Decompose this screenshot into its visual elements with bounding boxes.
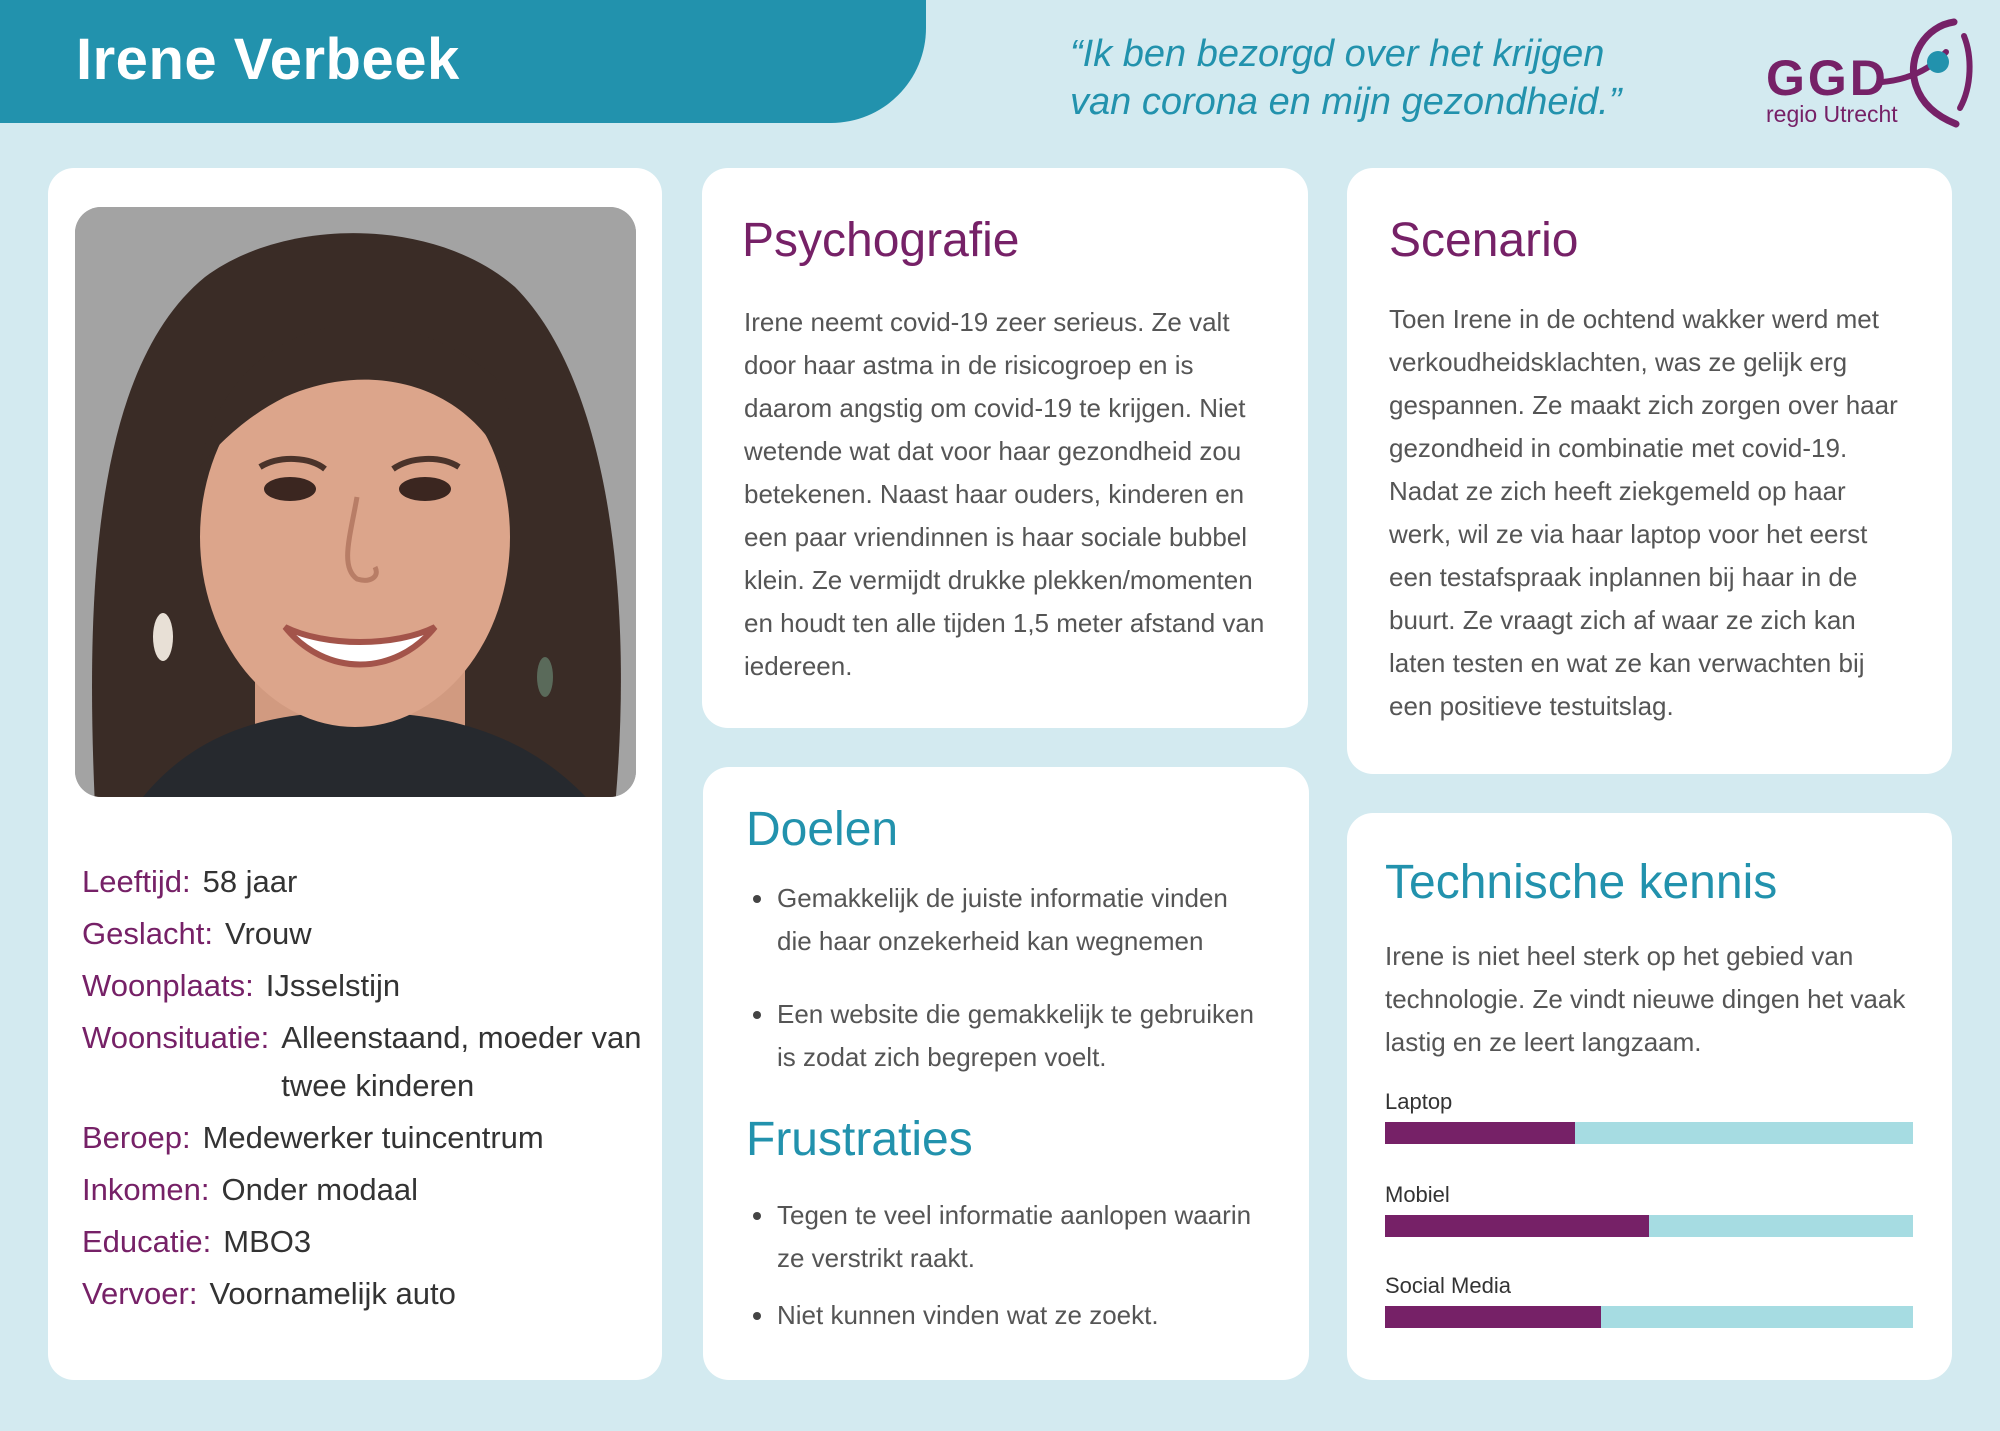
profile-card xyxy=(48,168,662,1380)
logo-title: GGD xyxy=(1766,50,1889,106)
list-item: Gemakkelijk de juiste informatie vinden die haar onzekerheid kan wegnemen xyxy=(749,877,1269,963)
skill-bar-track xyxy=(1385,1306,1913,1328)
fact-value: Onder modaal xyxy=(221,1172,418,1207)
persona-photo xyxy=(75,207,636,797)
fact-geslacht xyxy=(82,910,652,958)
fact-value: 58 jaar xyxy=(202,864,298,899)
technische-kennis-title: Technische kennis xyxy=(1385,856,1778,909)
doelen-frustraties-card xyxy=(703,767,1309,1380)
doelen-list xyxy=(749,877,1269,1109)
fact-leeftijd xyxy=(82,858,652,906)
psychografie-text: Irene neemt covid-19 zeer serieus. Ze valt door haar astma in de risicogroep en is daarom angstig om covid-19 te krijgen. Niet wetende wat dat voor haar gezondheid zou betekenen. Naast haar ouders, kinderen en een paar vriendinnen is haar sociale bubbel klein. Ze vermijdt drukke plekken/momenten en houdt ten alle tijden 1,5 meter afstand van iedereen. xyxy=(744,307,1265,681)
logo-swoosh-icon xyxy=(1876,16,1976,128)
technische-kennis-text: Irene is niet heel sterk op het gebied van technologie. Ze vindt nieuwe dingen het vaak lastig en ze leert langzaam. xyxy=(1385,941,1906,1057)
list-item: Een website die gemakkelijk te gebruiken is zodat zich begrepen voelt. xyxy=(749,993,1269,1079)
fact-label: Woonsituatie: xyxy=(82,1020,270,1055)
fact-vervoer xyxy=(82,1270,652,1318)
psychografie-title: Psychografie xyxy=(742,214,1020,267)
skill-bar-fill xyxy=(1385,1306,1601,1328)
fact-value: Voornamelijk auto xyxy=(209,1276,456,1311)
fact-label: Beroep: xyxy=(82,1120,191,1155)
skill-bar-track xyxy=(1385,1215,1913,1237)
skill-label: Mobiel xyxy=(1385,1182,1450,1207)
skill-label: Laptop xyxy=(1385,1089,1453,1114)
fact-inkomen xyxy=(82,1166,652,1214)
scenario-text: Toen Irene in de ochtend wakker werd met verkoudheidsklachten, was ze gelijk erg gespannen. Ze maakt zich zorgen over haar gezondheid in combinatie met covid-19. Nadat ze zich heeft ziekgemeld op haar werk, wil ze via haar laptop voor het eerst een testafspraak inplannen bij haar in de buurt. Ze vraagt zich af waar ze zich kan laten testen en wat ze kan verwachten bij een positieve testuitslag. xyxy=(1389,304,1898,721)
fact-value: Medewerker tuincentrum xyxy=(202,1120,544,1155)
psychografie-card xyxy=(702,168,1308,728)
skill-bar-track xyxy=(1385,1122,1913,1144)
skill-laptop xyxy=(1385,1088,1913,1144)
fact-educatie xyxy=(82,1218,652,1266)
fact-value: MBO3 xyxy=(223,1224,312,1259)
skill-bar-fill xyxy=(1385,1215,1649,1237)
doelen-title: Doelen xyxy=(746,803,899,856)
quote-line-1: “Ik ben bezorgd over het krijgen xyxy=(1070,33,1605,75)
ggd-logo xyxy=(1760,16,1980,128)
fact-beroep xyxy=(82,1114,652,1162)
skill-social-media xyxy=(1385,1272,1913,1328)
persona-quote xyxy=(1070,30,1630,126)
fact-label: Educatie: xyxy=(82,1224,212,1259)
frustraties-title: Frustraties xyxy=(746,1113,973,1166)
skill-label: Social Media xyxy=(1385,1273,1511,1298)
fact-value: Vrouw xyxy=(224,916,312,951)
quote-line-2: van corona en mijn gezondheid.” xyxy=(1070,81,1622,123)
skill-bar-fill xyxy=(1385,1122,1575,1144)
scenario-title: Scenario xyxy=(1389,214,1579,267)
list-item: Tegen te veel informatie aanlopen waarin ze verstrikt raakt. xyxy=(749,1194,1269,1280)
fact-label: Vervoer: xyxy=(82,1276,198,1311)
fact-label: Geslacht: xyxy=(82,916,213,951)
persona-name: Irene Verbeek xyxy=(76,27,460,92)
fact-woonsituatie xyxy=(82,1014,652,1110)
persona-facts xyxy=(82,858,652,1322)
fact-value: Alleenstaand, moeder van twee kinderen xyxy=(281,1020,642,1103)
frustraties-list xyxy=(749,1194,1269,1351)
technische-kennis-card xyxy=(1347,813,1952,1380)
logo-subtitle: regio Utrecht xyxy=(1766,101,1898,127)
fact-label: Leeftijd: xyxy=(82,864,191,899)
fact-woonplaats xyxy=(82,962,652,1010)
scenario-card xyxy=(1347,168,1952,774)
portrait-image xyxy=(75,207,636,797)
fact-label: Inkomen: xyxy=(82,1172,210,1207)
skill-mobiel xyxy=(1385,1181,1913,1237)
fact-label: Woonplaats: xyxy=(82,968,254,1003)
fact-value: IJsselstijn xyxy=(265,968,401,1003)
list-item: Niet kunnen vinden wat ze zoekt. xyxy=(749,1294,1269,1337)
